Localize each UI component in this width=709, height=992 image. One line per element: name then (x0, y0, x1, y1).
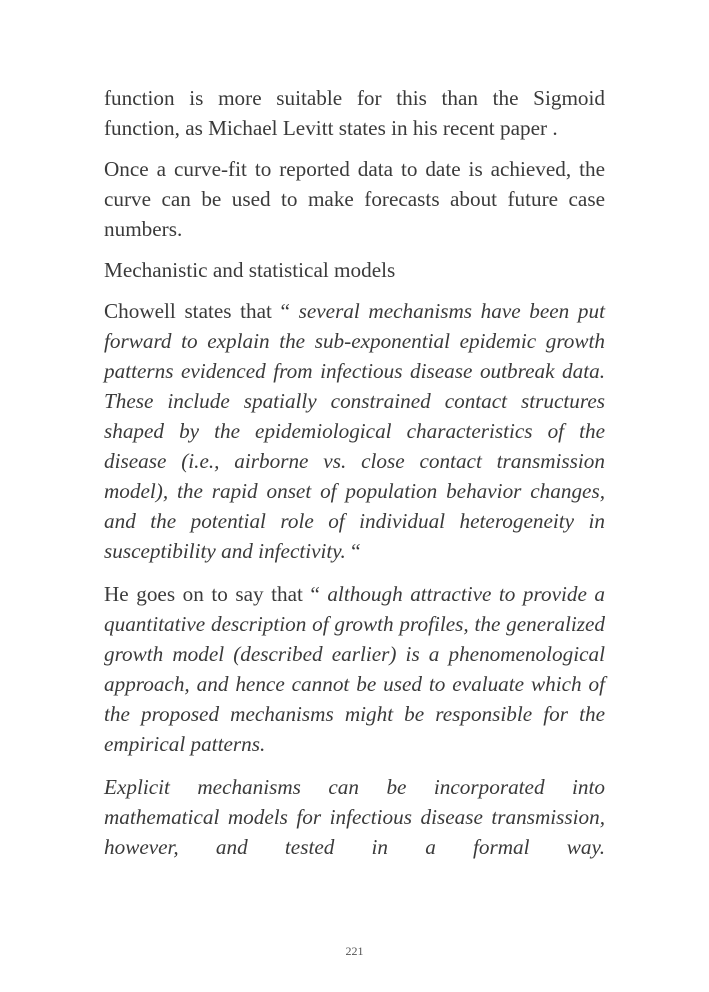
quote-intro: He goes on to say that “ (104, 582, 320, 606)
quote-close: “ (345, 539, 361, 563)
paragraph-curve-fit: Once a curve-fit to reported data to date is achieved, the curve can be used to make forecasts about future case numbers. (104, 157, 605, 241)
page-body (104, 83, 605, 862)
quote-text: although attractive to provide a quantitative description of growth profiles, the generalized growth model (described earlier) is a phenomenological approach, and hence cannot be used to evaluate which of the proposed mechanisms might be responsible for the empirical patterns. (104, 582, 605, 756)
quote-intro: Chowell states that “ (104, 299, 290, 323)
paragraph-explicit-mechanisms (104, 772, 605, 862)
paragraph-growth-model-quote (104, 579, 605, 759)
section-heading: Mechanistic and statistical models (104, 258, 396, 282)
page-number: 221 (345, 944, 364, 958)
paragraph-chowell-quote (104, 296, 605, 566)
paragraph-sigmoid: function is more suitable for this than the Sigmoid function, as Michael Levitt states in his recent paper . (104, 86, 605, 140)
quote-text: several mechanisms have been put forward to explain the sub-exponential epidemic growth patterns evidenced from infectious disease outbreak data. These include spatially constrained contact structures shaped by the epidemiological characteristics of the disease (i.e., airborne vs. close contact transmission model), the rapid onset of population behavior changes, and the potential role of individual heterogeneity in susceptibility and infectivity. (104, 299, 605, 563)
italic-text: Explicit mechanisms can be incorporated into mathematical models for infectious disease transmission, however, and tested in a formal way. (104, 775, 605, 859)
